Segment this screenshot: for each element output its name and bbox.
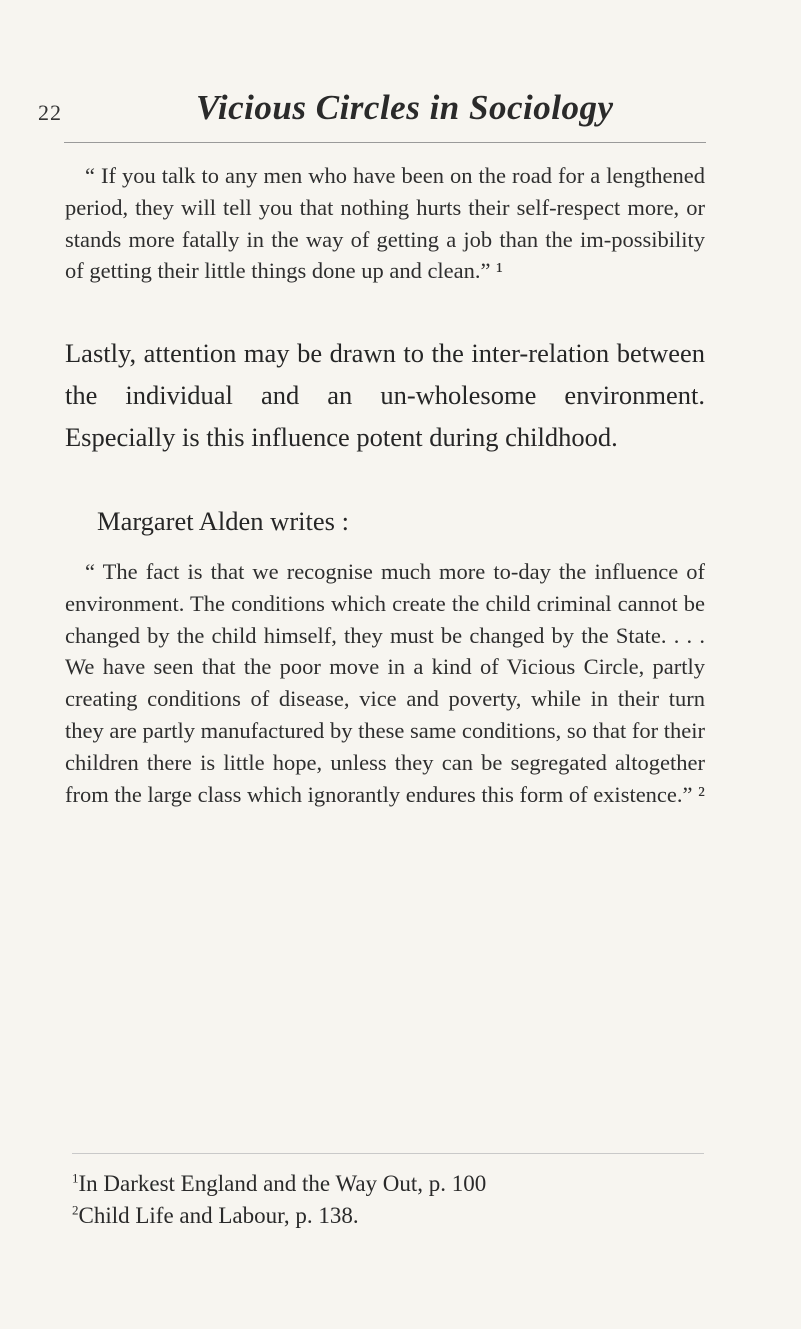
footnote-2-text: Child Life and Labour, p. 138. bbox=[78, 1203, 359, 1228]
body-paragraph-1-text: Lastly, attention may be drawn to the inter-relation between the individual and an un-wholesome environment. Especially is this influence potent during childhood. bbox=[65, 338, 705, 452]
footnotes bbox=[72, 1168, 704, 1232]
header-rule bbox=[64, 142, 706, 143]
footnote-1-text: In Darkest England and the Way Out, p. 100 bbox=[78, 1171, 487, 1196]
footnote-1 bbox=[72, 1168, 704, 1200]
body-paragraph-2-text: Margaret Alden writes : bbox=[97, 506, 349, 536]
block-quote-2 bbox=[65, 556, 705, 810]
footnote-1-mark: 1 bbox=[72, 1170, 79, 1186]
footnote-2 bbox=[72, 1200, 704, 1232]
footnote-rule bbox=[72, 1153, 704, 1154]
running-head: Vicious Circles in Sociology bbox=[196, 88, 614, 127]
block-quote-2-text: “ The fact is that we recognise much more to-day the influence of environment. The conditions which create the child criminal cannot be changed by the child himself, they must be changed by the State. . . . We have seen that the poor move in a kind of Vicious Circle, partly creating conditions of disease, vice and poverty, while in their turn they are partly manufactured by these same conditions, so that for their children there is little hope, unless they can be segregated altogether from the large class which ignorantly endures this form of existence.” ² bbox=[65, 559, 705, 807]
body-paragraph-2 bbox=[65, 500, 705, 542]
body-paragraph-1 bbox=[65, 332, 705, 458]
page-number: 22 bbox=[38, 100, 62, 125]
block-quote-1 bbox=[65, 160, 705, 287]
block-quote-1-text: “ If you talk to any men who have been on the road for a lengthened period, they will tell you that nothing hurts their self-respect more, or stands more fatally in the way of getting a job than the im-possibility of getting their little things done up and clean.” ¹ bbox=[65, 163, 705, 284]
footnote-2-mark: 2 bbox=[72, 1202, 79, 1218]
